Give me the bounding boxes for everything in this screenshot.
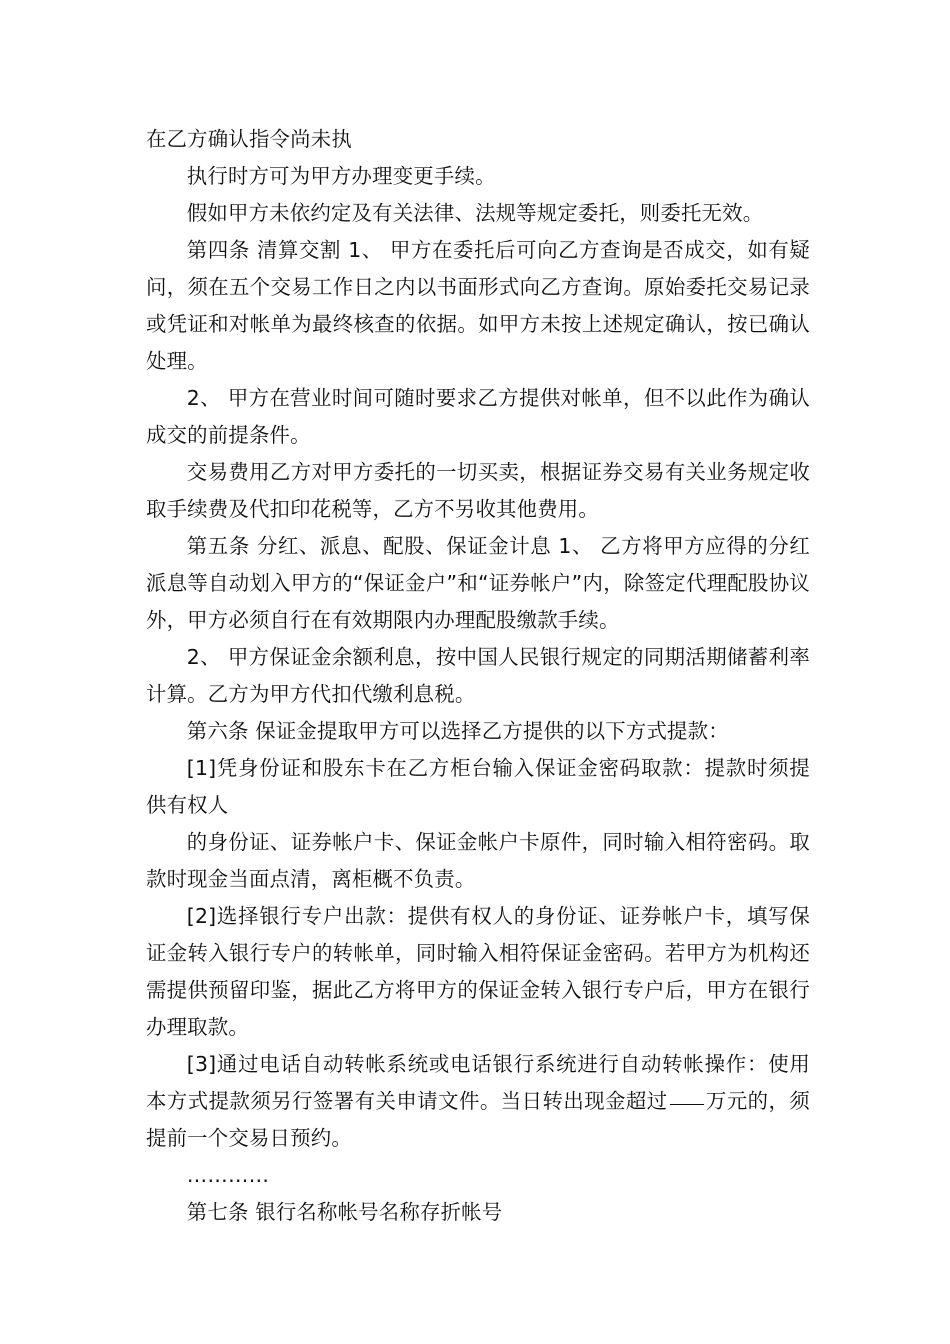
document-body xyxy=(146,121,810,1231)
paragraph-1: 在乙方确认指令尚未执 xyxy=(146,127,352,151)
withdrawal-method-3-text: [3]通过电话自动转帐系统或电话银行系统进行自动转帐操作：使用本方式提款须另行签署有关申请文件。当日转出现金超过 xyxy=(146,1052,810,1113)
paragraph-ellipsis: ………… xyxy=(186,1163,270,1187)
paragraph-article-5-item-2: 2、 甲方保证金余额利息，按中国人民银行规定的同期活期储蓄利率计算。乙方为甲方代扣代缴利息税。 xyxy=(146,645,810,706)
paragraph-article-7: 第七条 银行名称帐号名称存折帐号 xyxy=(186,1200,503,1224)
paragraph-transaction-fees: 交易费用乙方对甲方委托的一切买卖，根据证券交易有关业务规定收取手续费及代扣印花税等，乙方不另收其他费用。 xyxy=(146,460,810,521)
paragraph-article-4-item-2: 2、 甲方在营业时间可随时要求乙方提供对帐单，但不以此作为确认成交的前提条件。 xyxy=(146,386,810,447)
paragraph-article-4: 第四条 清算交割 1、 甲方在委托后可向乙方查询是否成交，如有疑问，须在五个交易工作日之内以书面形式向乙方查询。原始委托交易记录或凭证和对帐单为最终核查的依据。如甲方未按上述规定确认，按已确认处理。 xyxy=(146,238,810,373)
paragraph-withdrawal-method-2: [2]选择银行专户出款：提供有权人的身份证、证券帐户卡，填写保证金转入银行专户的转帐单，同时输入相符保证金密码。若甲方为机构还需提供预留印鉴，据此乙方将甲方的保证金转入银行专户后，甲方在银行办理取款。 xyxy=(146,904,810,1039)
paragraph-withdrawal-method-1: [1]凭身份证和股东卡在乙方柜台输入保证金密码取款：提款时须提供有权人 xyxy=(146,756,810,817)
withdrawal-method-3-text-end: 万元的，须提前一个交易日预约。 xyxy=(146,1089,811,1150)
paragraph-2: 执行时方可为甲方办理变更手续。 xyxy=(186,164,496,188)
paragraph-3: 假如甲方未依约定及有关法律、法规等规定委托，则委托无效。 xyxy=(186,201,764,225)
paragraph-article-6: 第六条 保证金提取甲方可以选择乙方提供的以下方式提款： xyxy=(186,719,729,743)
paragraph-withdrawal-method-3 xyxy=(146,1046,810,1157)
paragraph-article-5: 第五条 分红、派息、配股、保证金计息 1、 乙方将甲方应得的分红派息等自动划入甲方的“保证金户”和“证券帐户”内，除签定代理配股协议外，甲方必须自行在有效期限内办理配股缴款手续。 xyxy=(146,534,810,632)
paragraph-withdrawal-method-1-continued: 的身份证、证券帐户卡、保证金帐户卡原件，同时输入相符密码。取款时现金当面点清，离柜概不负责。 xyxy=(146,830,810,891)
amount-blank-line xyxy=(670,1103,704,1105)
